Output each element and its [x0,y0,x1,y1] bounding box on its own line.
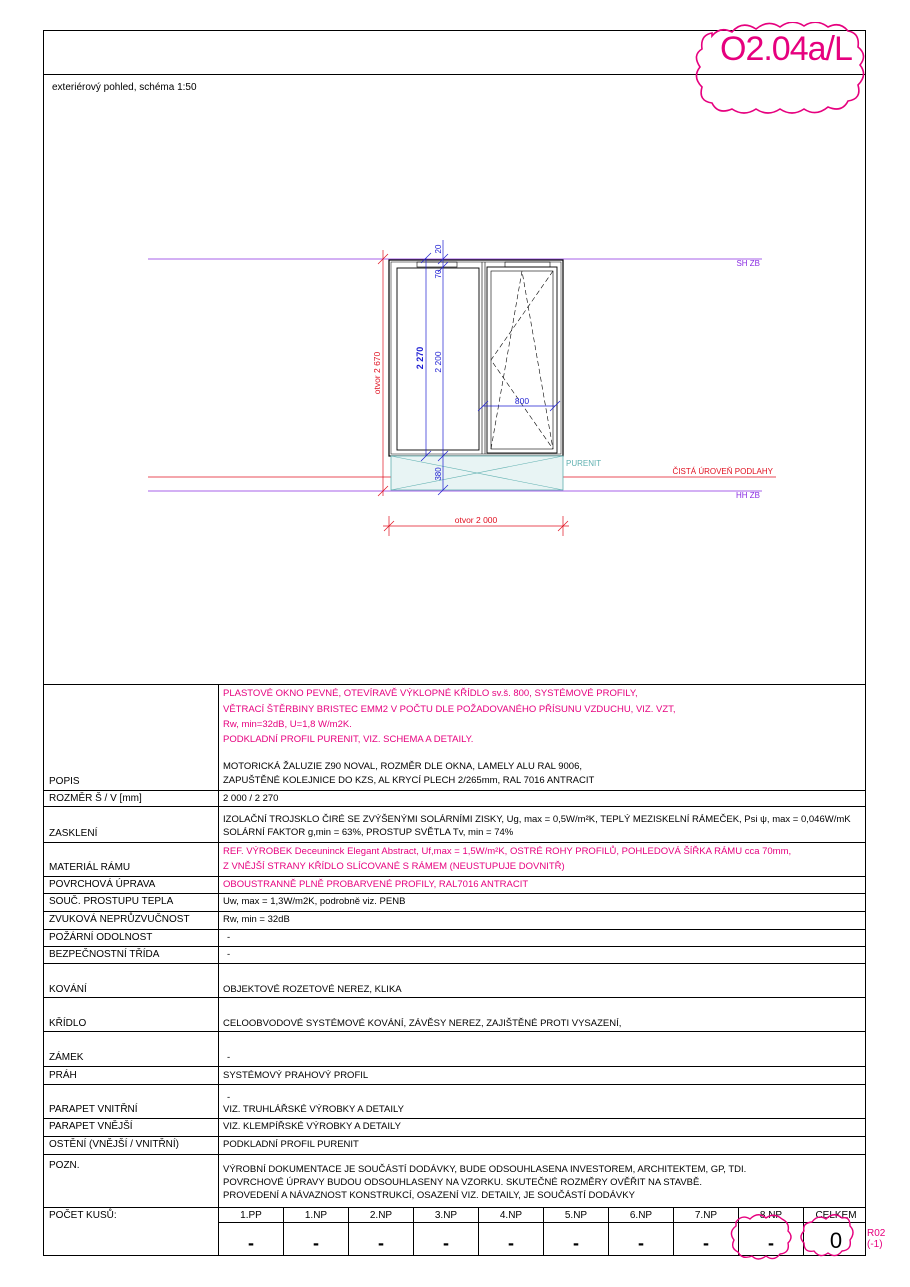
material-line-1: REF. VÝROBEK Deceuninck Elegant Abstract, Uf,max = 1,5W/m²K, OSTRÉ ROHY PROFILŮ, POHLEDOVÁ ŠÍŘKA RÁMU cca 70mm, [223,846,792,857]
value-povrch: OBOUSTRANNĚ PLNĚ PROBARVENÉ PROFILY, RAL7016 ANTRACIT [223,879,529,890]
value-rozmer: 2 000 / 2 270 [223,793,279,804]
floor-header: 2.NP [369,1210,393,1221]
label-hh-zb: HH ZB [736,491,760,500]
floor-count: - [378,1233,384,1253]
label-material: MATERIÁL RÁMU [49,862,131,873]
popis-line-6: ZAPUŠTĚNÉ KOLEJNICE DO KZS, AL KRYCÍ PLECH 2/265mm, RAL 7016 ANTRACIT [223,775,595,786]
label-pozn: POZN. [49,1160,80,1171]
label-kridlo: KŘÍDLO [49,1018,87,1029]
dim-2270: 2 270 [415,346,425,370]
dim-height: otvor 2 670 [372,351,382,395]
floor-header: 3.NP [434,1210,458,1221]
floor-header: 8.NP [759,1210,783,1221]
value-prah: SYSTÉMOVÝ PRAHOVÝ PROFIL [223,1070,369,1081]
value-soucinitel: Uw, max = 1,3W/m2K, podrobně viz. PENB [223,896,406,907]
material-line-2: Z VNĚJŠÍ STRANY KŘÍDLO SLÍCOVANÉ S RÁMEM (NEUSTUPUJE DOVNITŘ) [223,861,565,872]
pozn-line-1: VÝROBNÍ DOKUMENTACE JE SOUČÁSTÍ DODÁVKY, BUDE ODSOUHLASENA INVESTOREM, ARCHITEKTEM, GP, TDI. [223,1164,747,1175]
floor-header: 1.NP [304,1210,328,1221]
tilt-opening-line [491,271,553,449]
turn-opening-line [491,271,553,449]
label-bezpecnost: BEZPEČNOSTNÍ TŘÍDA [49,949,160,960]
revision-mark [867,1228,885,1250]
label-kovani: KOVÁNÍ [49,984,87,995]
floor-count: - [508,1233,514,1253]
label-zaskleni: ZASKLENÍ [49,828,98,839]
floor-header-total: CELKEM [815,1210,857,1221]
label-prah: PRÁH [49,1070,77,1081]
popis-line-3: Rw, min=32dB, U=1,8 W/m2K. [223,719,352,730]
value-kridlo: CELOOBVODOVÉ SYSTÉMOVÉ KOVÁNÍ, ZÁVĚSY NEREZ, ZAJIŠTĚNÉ PROTI VYSAZENÍ, [223,1018,622,1029]
dim-20: 20 [434,244,443,254]
sheet-code: O2.04a/L [720,30,852,68]
label-rozmer: ROZMĚR Š / V [mm] [49,793,142,804]
value-zvuk: Rw, min = 32dB [223,914,290,925]
label-soucinitel: SOUČ. PROSTUPU TEPLA [49,896,174,907]
value-parapet-vnitrni: VIZ. TRUHLÁŘSKÉ VÝROBKY A DETAILY [223,1104,404,1115]
zaskleni-line-2: SOLÁRNÍ FAKTOR g,min = 63%, PROSTUP SVĚTLA Tv, min = 74% [223,827,514,838]
floor-header: 5.NP [564,1210,588,1221]
floor-count: - [768,1233,774,1253]
floor-header: 7.NP [694,1210,718,1221]
floor-count-total: 0 [829,1228,843,1253]
floor-header: 6.NP [629,1210,653,1221]
label-popis: POPIS [49,776,80,787]
floor-count: - [443,1233,449,1253]
revision-code: R02 [867,1228,886,1239]
popis-line-5: MOTORICKÁ ŽALUZIE Z90 NOVAL, ROZMĚR DLE OKNA, LAMELY ALU RAL 9006, [223,761,583,772]
dim-800: 800 [514,396,530,406]
table-top [43,684,866,685]
value-bezpecnost: - [227,949,231,960]
popis-line-1: PLASTOVÉ OKNO PEVNÉ, OTEVÍRAVĚ VÝKLOPNÉ KŘÍDLO sv.š. 800, SYSTÉMOVÉ PROFILY, [223,688,638,699]
pozn-line-2: POVRCHOVÉ ÚPRAVY BUDOU ODSOUHLASENY NA VZORKU. SKUTEČNÉ ROZMĚRY OVĚŘIT NA STAVBĚ. [223,1177,702,1188]
floor-count: - [573,1233,579,1253]
label-purenit: PURENIT [566,459,602,468]
floor-header: 4.NP [499,1210,523,1221]
value-pozar: - [227,932,231,943]
revision-sub: (-1) [867,1239,883,1250]
count-revision-cloud-icon [724,1212,864,1262]
sash-glass [491,271,553,449]
dim-70: 70 [434,269,443,279]
dim-380: 380 [434,467,443,481]
floor-count: - [638,1233,644,1253]
floor-header: 1.PP [240,1210,262,1221]
label-pocet: POČET KUSŮ: [49,1210,117,1221]
popis-line-2: VĚTRACÍ ŠTĚRBINY BRISTEC EMM2 V POČTU DLE POŽADOVANÉHO PŘÍSUNU VZDUCHU, VIZ. VZT, [223,704,676,715]
parapet-vnitrni-dash: - [227,1092,231,1103]
vent-right [505,262,550,267]
label-parapet-vnitrni: PARAPET VNITŘNÍ [49,1104,138,1115]
label-floor: ČISTÁ ÚROVEŇ PODLAHY [672,467,773,476]
value-osteni: PODKLADNÍ PROFIL PURENIT [223,1139,359,1150]
dim-2200: 2 200 [433,351,443,373]
label-sh-zb: SH ZB [736,259,760,268]
label-parapet-vnejsi: PARAPET VNĚJŠÍ [49,1121,133,1132]
value-zamek: - [227,1052,231,1063]
label-zvuk: ZVUKOVÁ NEPRŮZVUČNOST [49,914,190,925]
floor-count: - [313,1233,319,1253]
sash-frame [487,267,557,453]
label-pozar: POŽÁRNÍ ODOLNOST [49,932,153,943]
label-osteni: OSTĚNÍ (VNĚJŠÍ / VNITŘNÍ) [49,1139,180,1150]
label-povrch: POVRCHOVÁ ÚPRAVA [49,879,156,890]
vent-left [417,262,457,267]
label-zamek: ZÁMEK [49,1052,84,1063]
floor-count: - [248,1233,254,1253]
dim-width: otvor 2 000 [454,515,498,525]
popis-line-4: PODKLADNÍ PROFIL PURENIT, VIZ. SCHEMA A DETAILY. [223,734,474,745]
value-kovani: OBJEKTOVÉ ROZETOVÉ NEREZ, KLIKA [223,984,402,995]
value-parapet-vnejsi: VIZ. KLEMPÍŘSKÉ VÝROBKY A DETAILY [223,1121,401,1132]
zaskleni-line-1: IZOLAČNÍ TROJSKLO ČIRÉ SE ZVÝŠENÝMI SOLÁRNÍMI ZISKY, Ug, max = 0,5W/m²K, TEPLÝ MEZISKELNÍ RÁMEČEK, Psi ψ, max = 0,046W/mK [223,814,851,825]
floor-count: - [703,1233,709,1253]
pozn-line-3: PROVEDENÍ A NÁVAZNOST KONSTRUKCÍ, OSAZENÍ VIZ. DETAILY, JE SOUČÁSTÍ DODÁVKY [223,1190,635,1201]
table-column-divider [218,684,219,1255]
view-label: exteriérový pohled, schéma 1:50 [52,82,197,93]
